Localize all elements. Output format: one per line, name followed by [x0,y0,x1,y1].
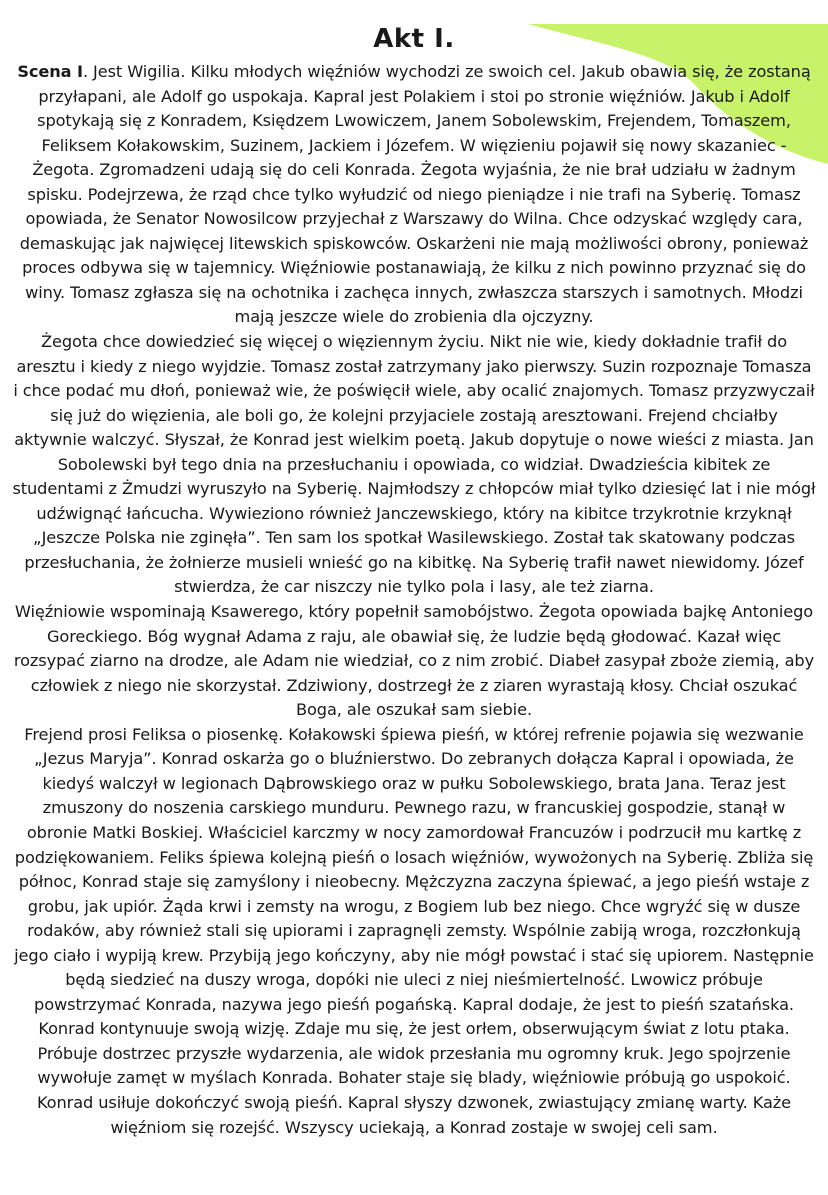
scene-label: Scena I [17,62,83,81]
paragraph-4: Frejend prosi Feliksa o piosenkę. Kołakowski śpiewa pieśń, w której refrenie pojawia się wezwanie „Jezus Maryja”. Konrad oskarża go o bluźnierstwo. Do zebranych dołącza Kapral i opowiada, że kiedyś walczył w legionach Dąbrowskiego oraz w pułku Sobolewskiego, brata Jana. Teraz jest zmuszony do noszenia carskiego munduru. Pewnego razu, w francuskiej gospodzie, stanął w obronie Matki Boskiej. Właściciel karczmy w nocy zamordował Francuzów i podrzucił mu kartkę z podziękowaniem. Feliks śpiewa kolejną pieśń o losach więźniów, wywożonych na Syberię. Zbliża się północ, Konrad staje się zamyślony i nieobecny. Mężczyzna zaczyna śpiewać, a jego pieśń wstaje z grobu, jak upiór. Żąda krwi i zemsty na wrogu, z Bogiem lub bez niego. Chce wgryźć się w dusze rodaków, aby również stali się upiorami i zapragnęli zemsty. Wspólnie zabiją wroga, rozczłonkują jego ciało i wypiją krew. Przybiją jego kończyny, aby nie mógł powstać i stać się upiorem. Następnie będą siedzieć na duszy wroga, dopóki nie uleci z niej nieśmiertelność. Lwowicz próbuje powstrzymać Konrada, nazywa jego pieśń pogańską. Kapral dodaje, że jest to pieśń szatańska. Konrad kontynuuje swoją wizję. Zdaje mu się, że jest orłem, obserwującym świat z lotu ptaka. Próbuje dostrzec przyszłe wydarzenia, ale widok przesłania mu ogromny kruk. Jego spojrzenie wywołuje zamęt w myślach Konrada. Bohater staje się blady, więźniowie próbują go uspokoić. Konrad usiłuje dokończyć swoją pieśń. Kapral słyszy dzwonek, zwiastujący zmianę warty. Każe więźniom się rozejść. Wszyscy uciekają, a Konrad zostaje w swojej celi sam. [14,724,814,1137]
document-page [0,24,828,1140]
synopsis-text [12,60,816,1140]
paragraph-2: Żegota chce dowiedzieć się więcej o więziennym życiu. Nikt nie wie, kiedy dokładnie trafił do aresztu i kiedy z niego wyjdzie. Tomasz został zatrzymany jako pierwszy. Suzin rozpoznaje Tomasza i chce podać mu dłoń, ponieważ wie, że poświęcił wiele, aby ocalić znajomych. Tomasz przyzwyczaił się już do więzienia, ale boli go, że kolejni przyjaciele zostają aresztowani. Frejend chciałby aktywnie walczyć. Słyszał, że Konrad jest wielkim poetą. Jakub dopytuje o nowe wieści z miasta. Jan Sobolewski był tego dnia na przesłuchaniu i opowiada, co widział. Dwadzieścia kibitek ze studentami z Żmudzi wyruszyło na Syberię. Najmłodszy z chłopców miał tylko dziesięć lat i nie mógł udźwignąć łańcucha. Wywieziono również Janczewskiego, który na kibitce trzykrotnie krzyknął „Jeszcze Polska nie zginęła”. Ten sam los spotkał Wasilewskiego. Został tak skatowany podczas przesłuchania, że żołnierze musieli wnieść go na kibitkę. Na Syberię trafił nawet niewidomy. Józef stwierdza, że car niszczy nie tylko pola i lasy, ale też ziarna. [12,332,816,597]
paragraph-3: Więźniowie wspominają Ksawerego, który popełnił samobójstwo. Żegota opowiada bajkę Antoniego Goreckiego. Bóg wygnał Adama z raju, ale obawiał się, że ludzie będą głodować. Kazał więc rozsypać ziarno na drodze, ale Adam nie wiedział, co z nim zrobić. Diabeł zasypał zboże ziemią, aby człowiek z niego nie skorzystał. Zdziwiony, dostrzegł że z ziaren wyrastają kłosy. Chciał oszukać Boga, ale oszukał sam siebie. [13,602,815,720]
paragraph-1 [12,60,816,330]
act-title: Akt I. [373,24,455,54]
paragraph-1-text: . Jest Wigilia. Kilku młodych więźniów wychodzi ze swoich cel. Jakub obawia się, że zostaną przyłapani, ale Adolf go uspokaja. Kapral jest Polakiem i stoi po stronie więźniów. Jakub i Adolf spotykają się z Konradem, Księdzem Lwowiczem, Janem Sobolewskim, Frejendem, Tomaszem, Feliksem Kołakowskim, Suzinem, Jackiem i Józefem. W więzieniu pojawił się nowy skazaniec - Żegota. Zgromadzeni udają się do celi Konrada. Żegota wyjaśnia, że nie brał udziału w żadnym spisku. Podejrzewa, że rząd chce tylko wyłudzić od niego pieniądze i nie trafi na Syberię. Tomasz opowiada, że Senator Nowosilcow przyjechał z Warszawy do Wilna. Chce odzyskać względy cara, demaskując jak najwięcej litewskich spiskowców. Oskarżeni nie mają możliwości obrony, ponieważ proces odbywa się w tajemnicy. Więźniowie postanawiają, że kilku z nich powinno przyznać się do winy. Tomasz zgłasza się na ochotnika i zachęca innych, zwłaszcza starszych i samotnych. Młodzi mają jeszcze wiele do zrobienia dla ojczyzny. [19,62,811,327]
